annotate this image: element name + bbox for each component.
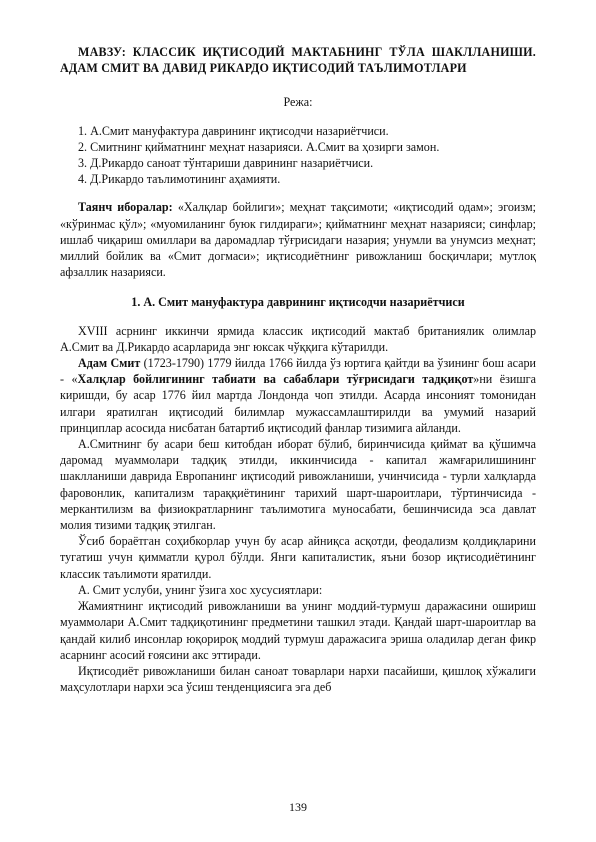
plan-list (60, 123, 536, 188)
plan-item: 2. Смитнинг қийматнинг меҳнат назарияси. А.Смит ва ҳозирги замон. (78, 139, 440, 154)
plan-item: 3. Д.Рикардо саноат тўнтариши даврининг назариётчиси. (78, 156, 374, 171)
paragraph-7: Иқтисодиёт ривожланиши билан саноат товарлари нархи пасайиши, қишлоқ хўжалиги маҳсулотлари нархи эса ўсиш тенденциясига эга деб (60, 663, 536, 695)
document-page (60, 44, 536, 695)
keywords-paragraph (60, 199, 536, 280)
paragraph-1: XVIII асрнинг иккинчи ярмида классик иқтисодий мактаб британиялик олимлар А.Смит ва Д.Рикардо асарларида энг юксак чўққига кўтарилди. (60, 323, 536, 354)
paragraph-3: А.Смитнинг бу асари беш китобдан иборат бўлиб, биринчисида қиймат ва қўшимча даромад муаммолари тадқиқ этилди, иккинчисида - капитал жамғарилишининг шаклланиши даврида Европанинг иқтисодий ривожланиши, учинчисида - турли халқларда фаровонлик, капитализм тараққиётининг тарихий шарт-шароитлари, тўртинчисида - меркантилизм ва физиократларнинг таълимотига муносабати, бешинчисида эса давлат молия тизими тадқиқ этилган. (60, 437, 536, 533)
page-number: 139 (289, 800, 307, 814)
author-name: Адам Смит (78, 356, 141, 371)
paragraph-2: Адам Смит (1723-1790) 1779 йилда 1766 йилда ўз юртига қайтди ва ўзининг бош асари - «Халқлар бойлигининг табиати ва сабаблари тўғрисидаги тадқиқот»ни ёзишга киришди, бу асар 1776 йил мартда Лондонда чоп этилди. Асарда инсоният томонидан илгари яратилган иқтисодий билимлар мужассамлаштирилди ва умумий назарий принциплар асосида нисбатан батартиб иқтисодий фанлар тизимига айланди. (60, 356, 536, 435)
plan-item: 1. А.Смит мануфактура даврининг иқтисодчи назариётчиси. (78, 123, 389, 138)
section-heading: 1. А. Смит мануфактура даврининг иқтисодчи назариётчиси (131, 295, 465, 310)
plan-item: 4. Д.Рикардо таълимотининг аҳамияти. (78, 172, 281, 187)
keywords-label: Таянч иборалар: (78, 200, 173, 215)
paragraph-6: Жамиятнинг иқтисодий ривожланиши ва унинг моддий-турмуш даражасини ошириш муаммолари А.Смит тадқиқотининг предметини ташкил этади. Қандай шарт-шароитлар ва қандай килиб инсонлар юқорироқ моддий турмуш даражасига эриша оладилар деган фикр асарнинг асосий ғоясини акс эттиради. (60, 599, 536, 662)
paragraph-4: Ўсиб бораётган соҳибкорлар учун бу асар айниқса асқотди, феодализм қолдиқларини тугатиш учун қимматли қурол бўлди. Янги капиталистик, яъни бозор иқтисодиётининг классик таълимоти яратилди. (60, 534, 536, 581)
page-title: МАВЗУ: КЛАССИК ИҚТИСОДИЙ МАКТАБНИНГ ТЎЛА ШАКЛЛАНИШИ. АДАМ СМИТ ВА ДАВИД РИКАРДО ИҚТИСОДИЙ ТАЪЛИМОТЛАРИ (60, 45, 536, 76)
plan-heading: Режа: (283, 95, 313, 110)
book-title: Халқлар бойлигининг табиати ва сабаблари тўғрисидаги тадқиқот (77, 372, 474, 387)
paragraph-5: А. Смит услуби, унинг ўзига хос хусусиятлари: (78, 582, 323, 597)
keywords-text: «Халқлар бойлиги»; меҳнат тақсимоти; «иқтисодий одам»; эгоизм; «кўринмас қўл»; «муомиланинг буюк гилдираги»; қийматнинг меҳнат назарияси; синфлар; ишлаб чиқариш омиллари ва даромадлар тўғрисидаги назария; унумли ва унумсиз меҳнат; миллий бойлик ва «Смит догмаси»; иқтисодиётнинг ривожланиш босқичлари; мутлоқ афзаллик назарияси. (60, 200, 536, 280)
